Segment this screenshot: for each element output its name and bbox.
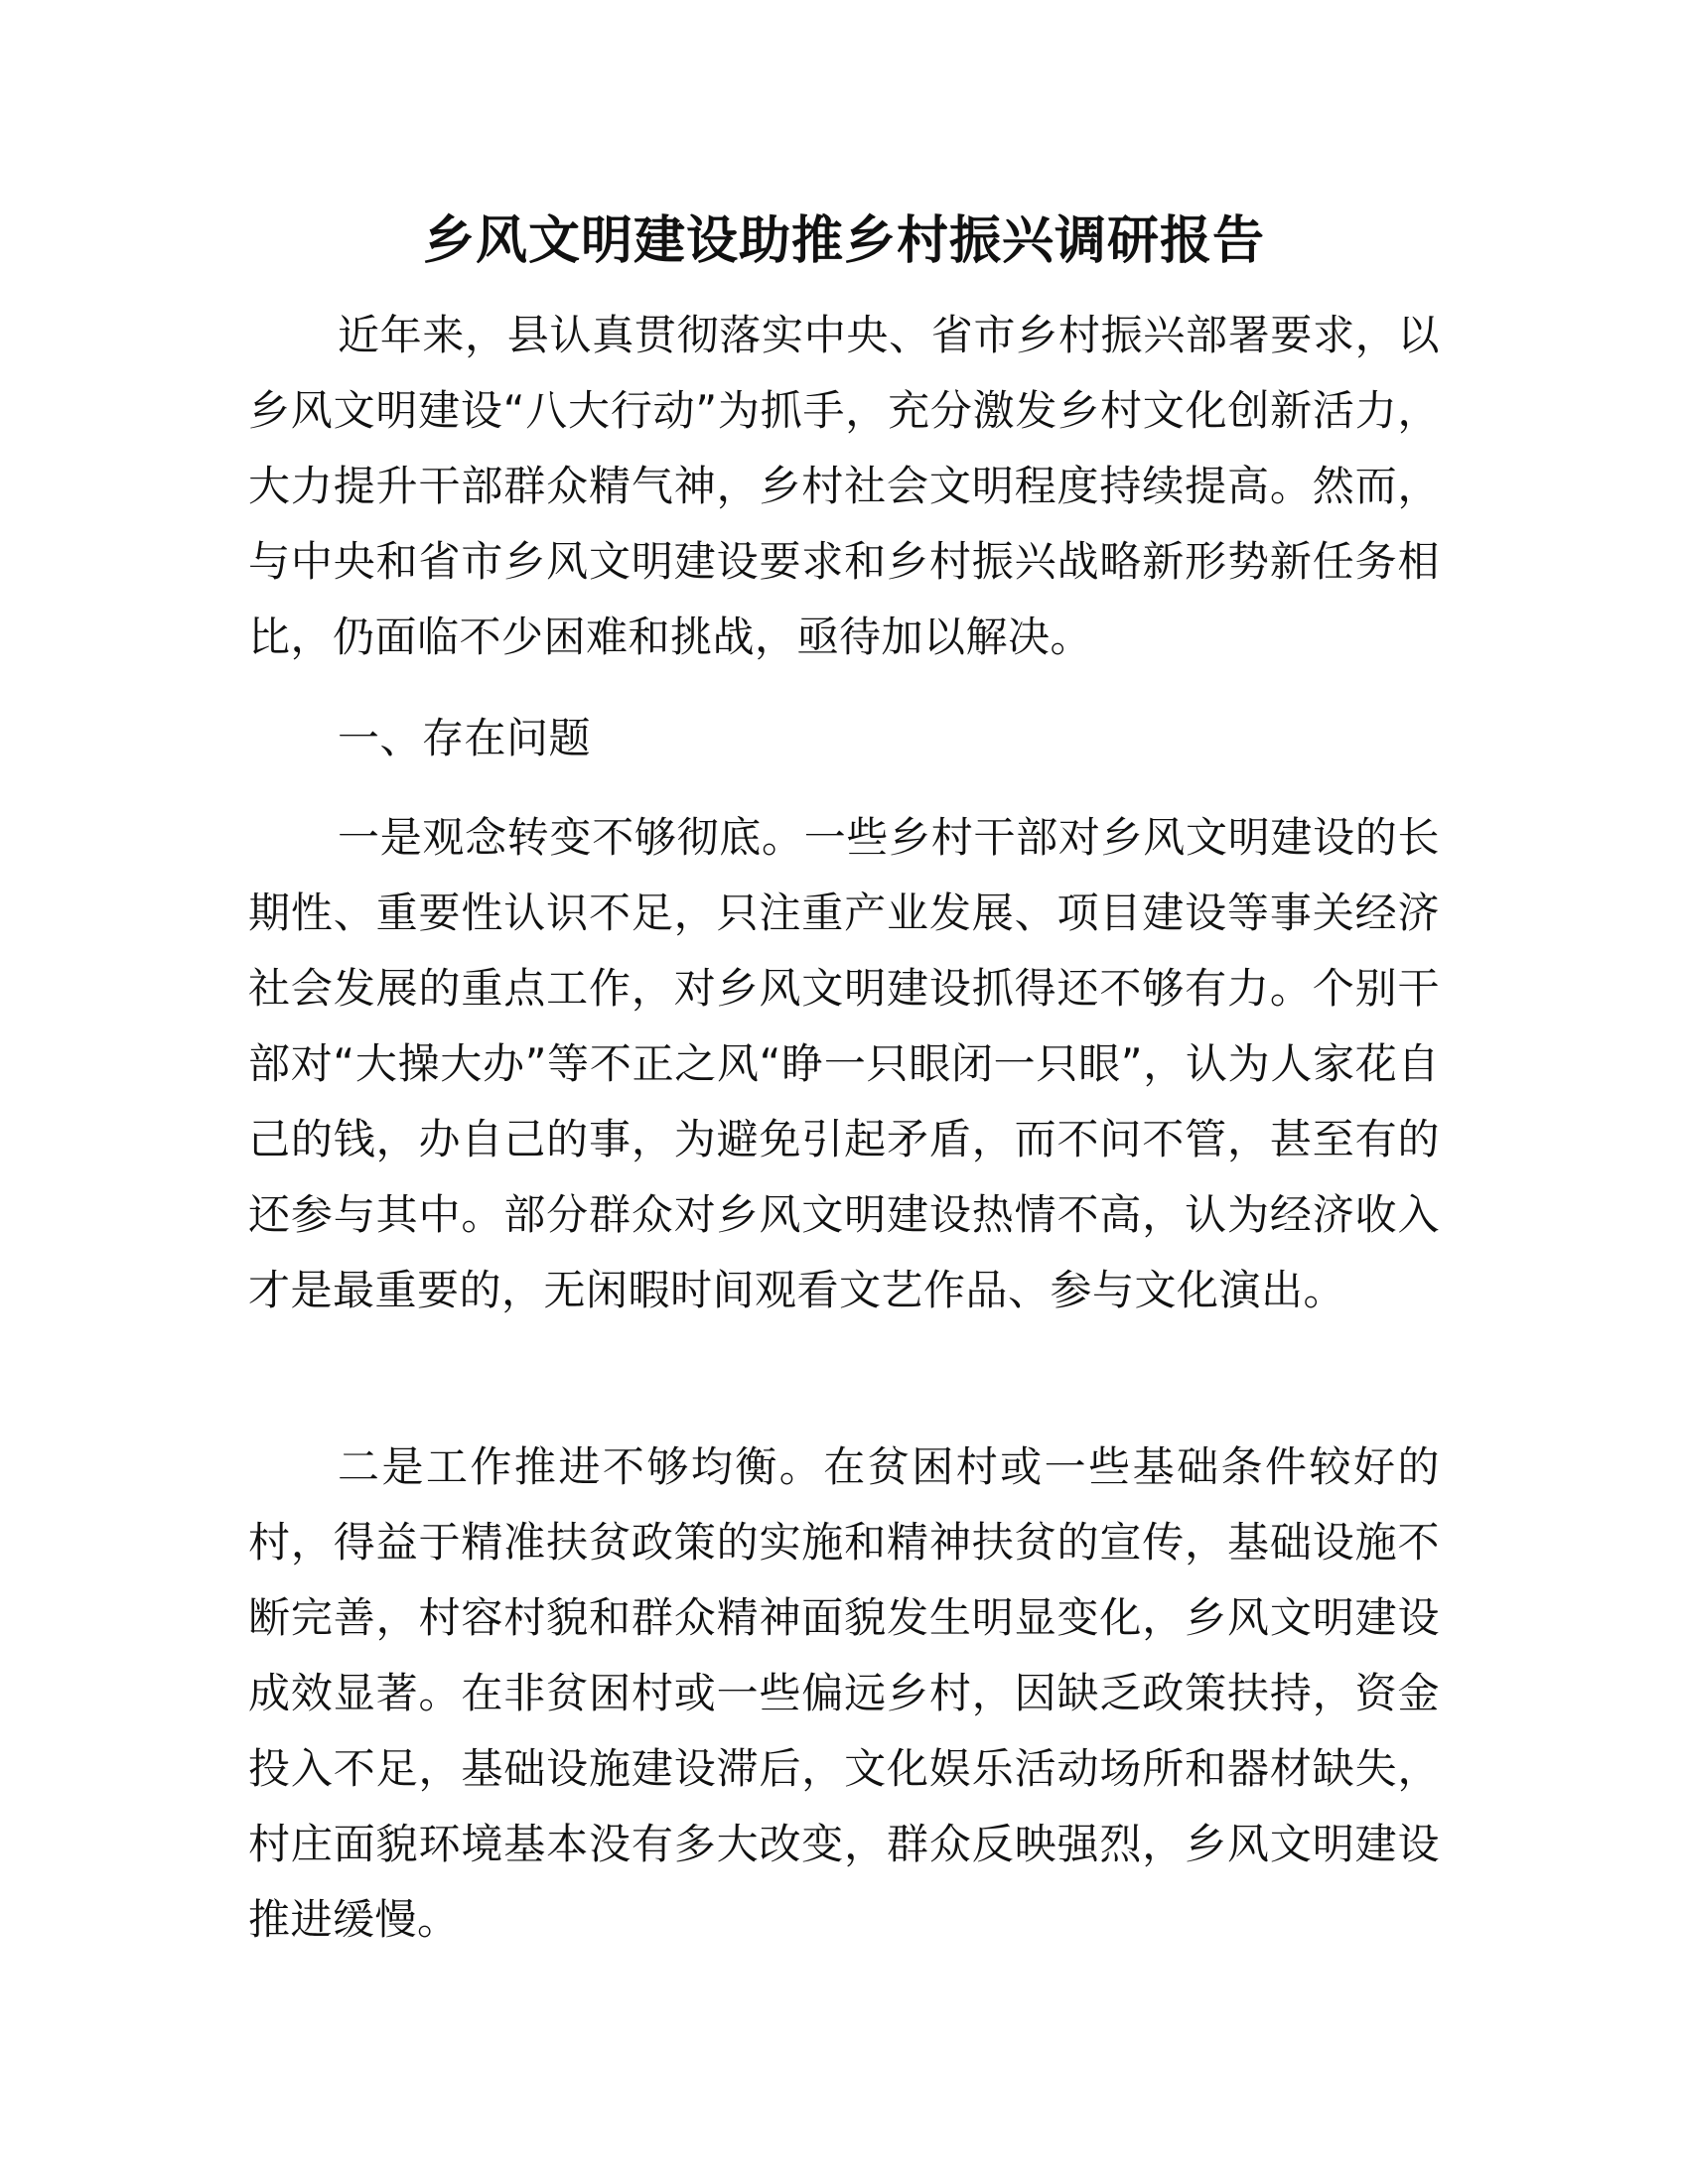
- document-title: 乡风文明建设助推乡村振兴调研报告: [422, 211, 1265, 271]
- section-heading: 一、存在问题: [338, 714, 592, 762]
- problem-two-paragraph: 二是工作推进不够均衡。在贫困村或一些基础条件较好的村，得益于精准扶贫政策的实施和精神扶贫的宣传，基础设施不断完善，村容村貌和群众精神面貌发生明显变化，乡风文明建设成效显著。在非贫困村或一些偏远乡村，因缺乏政策扶持，资金投入不足，基础设施建设滞后，文化娱乐活动场所和器材缺失，村庄面貌环境基本没有多大改变，群众反映强烈，乡风文明建设推进缓慢。: [248, 1442, 1440, 1944]
- intro-paragraph: 近年来，县认真贯彻落实中央、省市乡村振兴部署要求，以乡风文明建设“八大行动”为抓手，充分激发乡村文化创新活力，大力提升干部群众精气神，乡村社会文明程度持续提高。然而，与中央和省市乡风文明建设要求和乡村振兴战略新形势新任务相比，仍面临不少困难和挑战，亟待加以解决。: [248, 311, 1440, 661]
- problem-one-paragraph: 一是观念转变不够彻底。一些乡村干部对乡风文明建设的长期性、重要性认识不足，只注重产业发展、项目建设等事关经济社会发展的重点工作，对乡风文明建设抓得还不够有力。个别干部对“大操大办”等不正之风“睁一只眼闭一只眼”，认为人家花自己的钱，办自己的事，为避免引起矛盾，而不问不管，甚至有的还参与其中。部分群众对乡风文明建设热情不高，认为经济收入才是最重要的，无闲暇时间观看文艺作品、参与文化演出。: [248, 813, 1440, 1314]
